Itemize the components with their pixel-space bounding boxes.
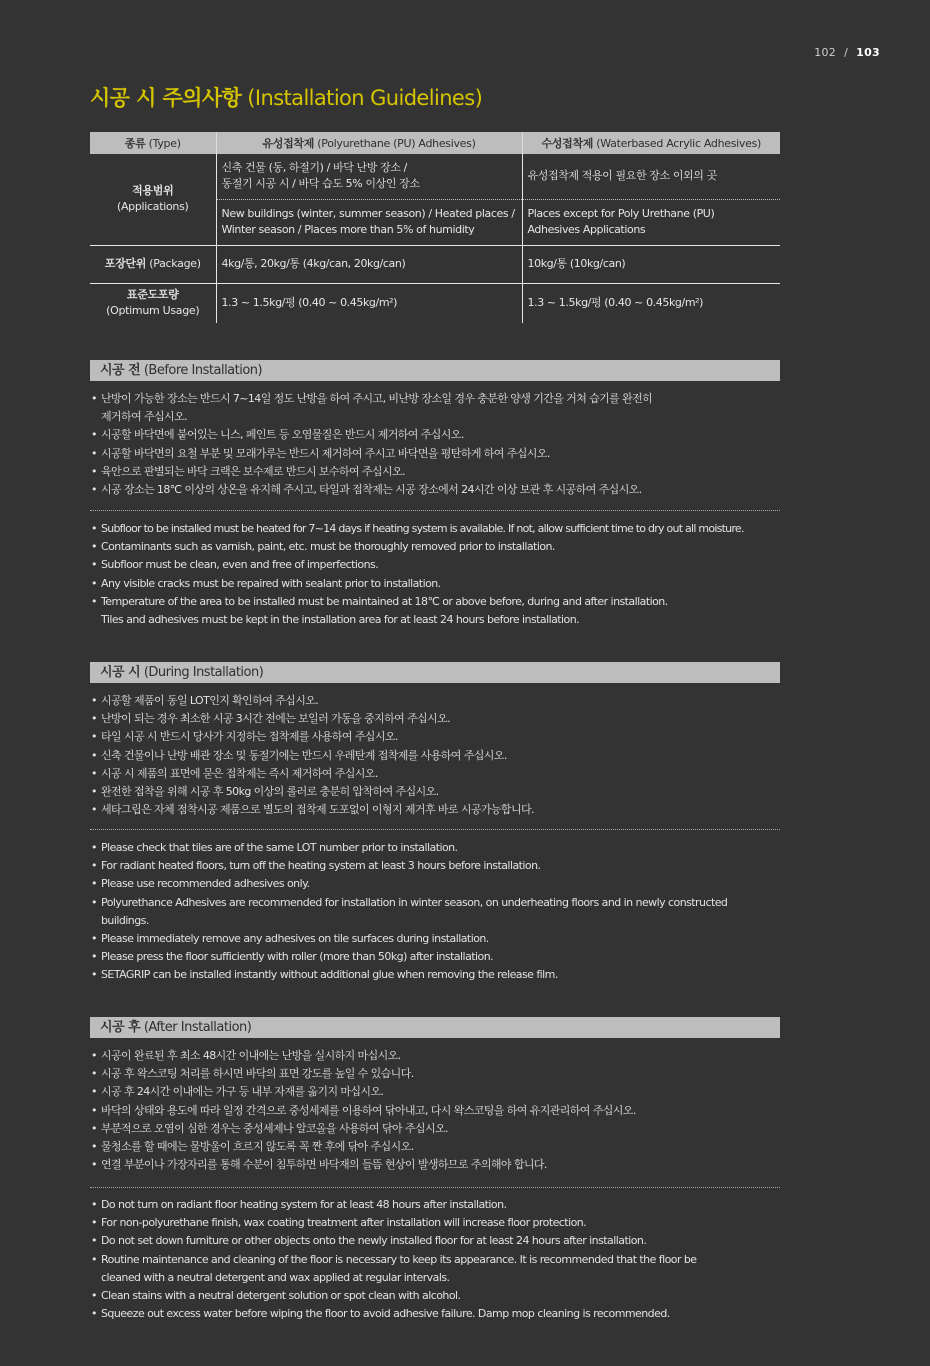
table-row	[90, 245, 780, 283]
list-item: • 세타그립은 자체 점착시공 제품으로 별도의 접착제 도포없이 이형지 제거후 바로 시공가능합니다.	[90, 801, 782, 819]
list-item: • 시공할 제품이 동일 LOT인지 확인하여 주십시오.	[90, 692, 782, 710]
list-item: • Please press the floor sufficiently with roller (more than 50kg) after installation.	[90, 948, 782, 966]
after-list-en	[90, 1196, 782, 1323]
page-title	[90, 82, 482, 112]
header-wb: 수성접착제 (Waterbased Acrylic Adhesives)	[522, 132, 780, 154]
page-number-right: 103	[856, 46, 880, 59]
list-item: • 난방이 가능한 장소는 반드시 7~14일 정도 난방을 하여 주시고, 비난방 장소일 경우 충분한 양생 기간을 거쳐 습기를 완전히 제거하여 주십시오.	[90, 390, 782, 426]
list-item: • Polyurethance Adhesives are recommended for installation in winter season, on underheating floors and in newly constructed buildings.	[90, 894, 782, 930]
divider	[90, 829, 780, 830]
list-item: • Squeeze out excess water before wiping the floor to avoid adhesive failure. Damp mop cleaning is recommended.	[90, 1305, 782, 1323]
list-item: • Subfloor must be clean, even and free of imperfections.	[90, 556, 782, 574]
before-list-en	[90, 520, 782, 629]
list-item: • 시공할 바닥면에 붙어있는 니스, 페인트 등 오염물질은 반드시 제거하여 주십시오.	[90, 426, 782, 444]
table-row	[90, 154, 780, 199]
page-title-en: (Installation Guidelines)	[241, 86, 483, 110]
pu-applications-ko: 신축 건물 (동, 하절기) / 바닥 난방 장소 / 동절기 시공 시 / 바닥 습도 5% 이상인 장소	[216, 154, 522, 199]
page-number-separator: /	[844, 46, 849, 59]
table-row	[90, 283, 780, 323]
list-item: • Subfloor to be installed must be heated for 7~14 days if heating system is available. If not, allow sufficient time to dry out all moisture.	[90, 520, 782, 538]
wb-applications-ko: 유성접착제 적용이 필요한 장소 이외의 곳	[522, 154, 780, 199]
adhesive-spec-table	[90, 132, 780, 323]
list-item: • For non-polyurethane finish, wax coating treatment after installation will increase floor protection.	[90, 1214, 782, 1232]
pu-applications-en: New buildings (winter, summer season) / Heated places / Winter season / Places more than 5% of humidity	[216, 199, 522, 245]
list-item: • 완전한 접착을 위해 시공 후 50kg 이상의 롤러로 충분히 압착하여 주십시오.	[90, 783, 782, 801]
wb-usage: 1.3 ~ 1.5kg/평 (0.40 ~ 0.45kg/m²)	[527, 296, 704, 310]
page-number-left: 102	[814, 46, 837, 59]
list-item: • Contaminants such as varnish, paint, etc. must be thoroughly removed prior to installation.	[90, 538, 782, 556]
wb-package: 10kg/통 (10kg/can)	[522, 245, 780, 283]
list-item: • Please immediately remove any adhesives on tile surfaces during installation.	[90, 930, 782, 948]
list-item: • Routine maintenance and cleaning of the floor is necessary to keep its appearance. It is recommended that the floor be cleaned with a neutral detergent and wax applied at regular intervals.	[90, 1251, 782, 1287]
table-header-row	[90, 132, 780, 154]
pu-package: 4kg/통, 20kg/통 (4kg/can, 20kg/can)	[216, 245, 522, 283]
list-item: • 바닥의 상태와 용도에 따라 일정 간격으로 중성세제를 이용하여 닦아내고, 다시 왁스코팅을 하여 유지관리하여 주십시오.	[90, 1102, 782, 1120]
list-item: • Please use recommended adhesives only.	[90, 875, 782, 893]
list-item: • SETAGRIP can be installed instantly without additional glue when removing the release film.	[90, 966, 782, 984]
list-item: • 시공 후 왁스코팅 처리를 하시면 바닥의 표면 강도를 높일 수 있습니다.	[90, 1065, 782, 1083]
list-item: • Please check that tiles are of the same LOT number prior to installation.	[90, 839, 782, 857]
list-item: • 시공 장소는 18℃ 이상의 상온을 유지해 주시고, 타일과 접착제는 시공 장소에서 24시간 이상 보관 후 시공하여 주십시오.	[90, 481, 782, 499]
list-item: • Clean stains with a neutral detergent solution or spot clean with alcohol.	[90, 1287, 782, 1305]
page-numbers	[814, 46, 880, 59]
section-during-header: 시공 시 (During Installation)	[90, 662, 780, 683]
list-item: • 물청소를 할 때에는 물방울이 흐르지 않도록 꼭 짠 후에 닦아 주십시오.	[90, 1138, 782, 1156]
divider	[90, 510, 780, 511]
applications-head: 적용범위 (Applications)	[90, 154, 216, 245]
list-item: • 시공 후 24시간 이내에는 가구 등 내부 자재를 옮기지 마십시오.	[90, 1083, 782, 1101]
after-list-ko	[90, 1047, 782, 1174]
list-item: • Do not turn on radiant floor heating system for at least 48 hours after installation.	[90, 1196, 782, 1214]
list-item: • Do not set down furniture or other objects onto the newly installed floor for at least 24 hours after installation.	[90, 1232, 782, 1250]
list-item: • 시공 시 제품의 표면에 묻은 접착제는 즉시 제거하여 주십시오.	[90, 765, 782, 783]
page-title-ko: 시공 시 주의사항	[90, 86, 242, 110]
pu-usage: 1.3 ~ 1.5kg/평 (0.40 ~ 0.45kg/m²)	[216, 283, 522, 323]
during-list-ko	[90, 692, 782, 819]
package-head: 포장단위 (Package)	[90, 245, 216, 283]
list-item: • 신축 건물이나 난방 배관 장소 및 동절기에는 반드시 우레탄계 접착제를 사용하여 주십시오.	[90, 747, 782, 765]
list-item: • 시공할 바닥면의 요철 부분 및 모래가루는 반드시 제거하여 주시고 바닥면을 평탄하게 하여 주십시오.	[90, 445, 782, 463]
header-type: 종류 (Type)	[90, 132, 216, 154]
during-list-en	[90, 839, 782, 985]
list-item: • 시공이 완료된 후 최소 48시간 이내에는 난방을 실시하지 마십시오.	[90, 1047, 782, 1065]
list-item: • Temperature of the area to be installed must be maintained at 18℃ or above before, during and after installation. Tiles and adhesives must be kept in the installation area for at least 24 hours before installation.	[90, 593, 782, 629]
usage-head: 표준도포량 (Optimum Usage)	[90, 283, 216, 323]
section-before-header: 시공 전 (Before Installation)	[90, 360, 780, 381]
list-item: • 타일 시공 시 반드시 당사가 지정하는 접착제를 사용하여 주십시오.	[90, 728, 782, 746]
section-after-header: 시공 후 (After Installation)	[90, 1017, 780, 1038]
list-item: • For radiant heated floors, turn off the heating system at least 3 hours before installation.	[90, 857, 782, 875]
header-pu: 유성접착제 (Polyurethane (PU) Adhesives)	[216, 132, 522, 154]
divider	[90, 1187, 780, 1188]
list-item: • 육안으로 판별되는 바닥 크랙은 보수제로 반드시 보수하여 주십시오.	[90, 463, 782, 481]
list-item: • Any visible cracks must be repaired with sealant prior to installation.	[90, 575, 782, 593]
list-item: • 연결 부분이나 가장자리를 통해 수분이 침투하면 바닥재의 들뜸 현상이 발생하므로 주의해야 합니다.	[90, 1156, 782, 1174]
wb-applications-en: Places except for Poly Urethane (PU) Adhesives Applications	[522, 199, 780, 245]
before-list-ko	[90, 390, 782, 499]
list-item: • 난방이 되는 경우 최소한 시공 3시간 전에는 보일러 가동을 중지하여 주십시오.	[90, 710, 782, 728]
list-item: • 부분적으로 오염이 심한 경우는 중성세제나 알코올을 사용하여 닦아 주십시오.	[90, 1120, 782, 1138]
